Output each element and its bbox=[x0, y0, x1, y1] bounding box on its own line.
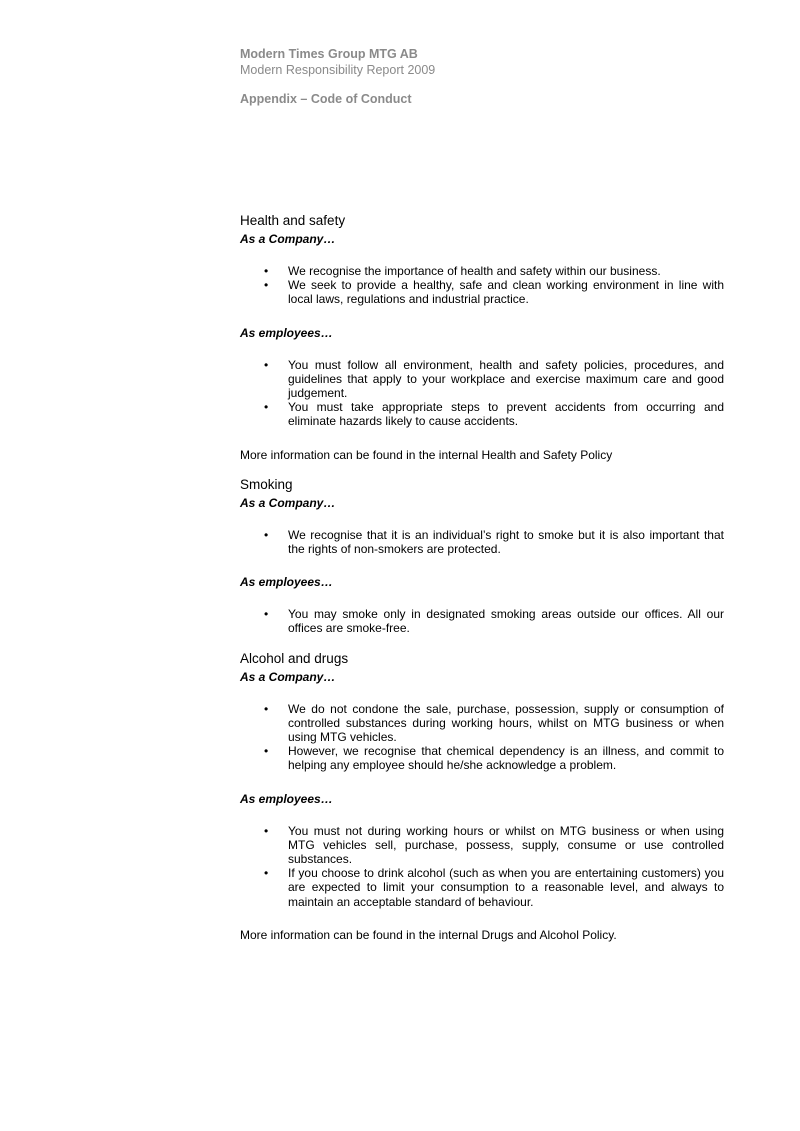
list-item bbox=[240, 264, 724, 278]
bullet-icon: • bbox=[264, 264, 269, 278]
list-item-text: You may smoke only in designated smoking areas outside our offices. All our offices are smoke-free. bbox=[288, 607, 724, 636]
bullet-icon: • bbox=[264, 744, 269, 759]
company-subheading: As a Company… bbox=[240, 669, 336, 684]
bullet-icon: • bbox=[264, 400, 269, 415]
employees-bullet-list bbox=[240, 607, 724, 635]
employees-bullet-list bbox=[240, 358, 724, 429]
company-subheading: As a Company… bbox=[240, 232, 336, 246]
list-item-text: We do not condone the sale, purchase, possession, supply or consumption of controlled substances during working hours, whilst on MTG business or when using MTG vehicles. bbox=[288, 701, 724, 745]
list-item bbox=[240, 400, 724, 428]
list-item-text: You must follow all environment, health and safety policies, procedures, and guidelines that apply to your workplace and exercise maximum care and good judgement. bbox=[288, 357, 724, 401]
list-item bbox=[240, 824, 724, 867]
list-item bbox=[240, 358, 724, 401]
bullet-icon: • bbox=[264, 527, 269, 542]
list-item bbox=[240, 607, 724, 635]
company-name: Modern Times Group MTG AB bbox=[240, 47, 418, 61]
document-header bbox=[240, 46, 724, 107]
section-health-and-safety bbox=[240, 212, 724, 462]
bullet-icon: • bbox=[264, 701, 269, 716]
list-item bbox=[240, 528, 724, 556]
employees-subheading: As employees… bbox=[240, 791, 333, 806]
list-item-text: If you choose to drink alcohol (such as when you are entertaining customers) you are expected to limit your consumption to a reasonable level, and always to maintain an acceptable standard of behaviour. bbox=[288, 866, 724, 909]
report-title: Modern Responsibility Report 2009 bbox=[240, 63, 436, 77]
section-smoking bbox=[240, 476, 724, 636]
policy-note: More information can be found in the internal Health and Safety Policy bbox=[240, 447, 613, 462]
list-item-text: We seek to provide a healthy, safe and clean working environment in line with local laws, regulations and industrial practice. bbox=[288, 278, 724, 307]
bullet-icon: • bbox=[264, 357, 269, 372]
bullet-icon: • bbox=[264, 278, 269, 293]
section-alcohol-and-drugs bbox=[240, 650, 724, 942]
section-title: Smoking bbox=[240, 476, 293, 492]
list-item bbox=[240, 866, 724, 909]
bullet-icon: • bbox=[264, 607, 269, 622]
list-item bbox=[240, 278, 724, 306]
section-title: Alcohol and drugs bbox=[240, 650, 349, 666]
list-item-text: However, we recognise that chemical dependency is an illness, and commit to helping any employee should he/she acknowledge a problem. bbox=[288, 744, 724, 773]
company-bullet-list bbox=[240, 702, 724, 773]
list-item-text: We recognise that it is an individual’s right to smoke but it is also important that the rights of non-smokers are protected. bbox=[288, 527, 724, 557]
list-item bbox=[240, 702, 724, 745]
employees-subheading: As employees… bbox=[240, 575, 333, 590]
company-subheading: As a Company… bbox=[240, 495, 336, 510]
company-bullet-list bbox=[240, 264, 724, 307]
company-bullet-list bbox=[240, 528, 724, 556]
list-item-text: You must take appropriate steps to prevent accidents from occurring and eliminate hazards likely to cause accidents. bbox=[288, 400, 724, 429]
bullet-icon: • bbox=[264, 823, 269, 838]
employees-bullet-list bbox=[240, 824, 724, 909]
appendix-title: Appendix – Code of Conduct bbox=[240, 92, 412, 106]
list-item-text: You must not during working hours or whilst on MTG business or when using MTG vehicles sell, purchase, possess, supply, consume or use controlled substances. bbox=[288, 823, 724, 867]
list-item bbox=[240, 744, 724, 772]
section-title: Health and safety bbox=[240, 213, 346, 228]
employees-subheading: As employees… bbox=[240, 325, 333, 340]
policy-note: More information can be found in the internal Drugs and Alcohol Policy. bbox=[240, 927, 617, 942]
bullet-icon: • bbox=[264, 866, 269, 881]
document-body bbox=[240, 212, 724, 942]
list-item-text: We recognise the importance of health and safety within our business. bbox=[288, 264, 661, 278]
